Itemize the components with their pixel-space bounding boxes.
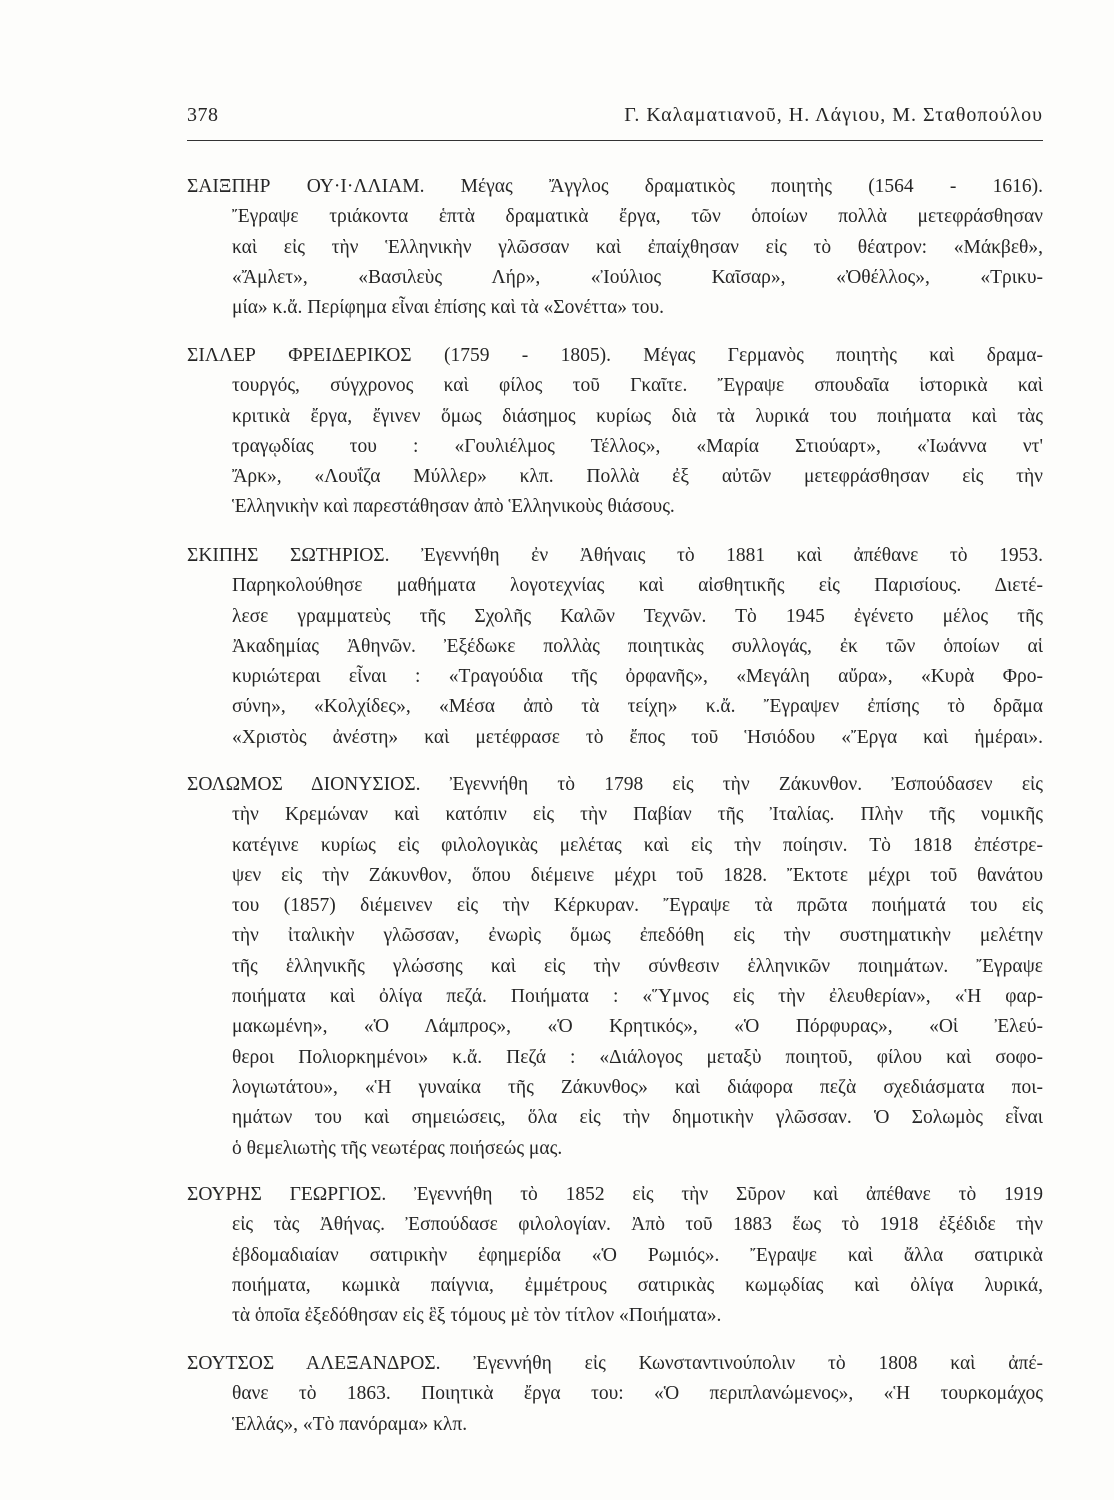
entry-line: θεροι Πολιορκημένοι» κ.ἄ. Πεζά : «Διάλογος μεταξὺ ποιητοῦ, φίλου καὶ σοφο-	[232, 1046, 1043, 1068]
entry-line: καὶ εἰς τὴν Ἑλληνικὴν γλῶσσαν καὶ ἐπαίχθησαν εἰς τὸ θέατρον: «Μάκβεθ»,	[232, 236, 1043, 258]
entry-line: ψεν εἰς τὴν Ζάκυνθον, ὅπου διέμεινε μέχρι τοῦ 1828. Ἔκτοτε μέχρι τοῦ θανάτου	[232, 864, 1043, 886]
entry-line: μία» κ.ἄ. Περίφημα εἶναι ἐπίσης καὶ τὰ «Σονέττα» του.	[232, 297, 665, 319]
entry-line: θανε τὸ 1863. Ποιητικὰ ἔργα του: «Ὁ περιπλανώμενος», «Ἡ τουρκομάχος	[232, 1383, 1043, 1405]
entry-line: τὴν Κρεμώναν καὶ κατόπιν εἰς τὴν Παβίαν τῆς Ἰταλίας. Πλὴν τῆς νομικῆς	[232, 804, 1043, 826]
entry-line: ποιήματα καὶ ὀλίγα πεζά. Ποιήματα : «Ὕμνος εἰς τὴν ἐλευθερίαν», «Ἡ φαρ-	[232, 986, 1043, 1008]
page-header	[187, 100, 1043, 141]
entry-line: ὁ θεμελιωτὴς τῆς νεωτέρας ποιήσεώς μας.	[232, 1137, 563, 1159]
entry-soutsos	[187, 1349, 1043, 1440]
entry-line: τουργός, σύγχρονος καὶ φίλος τοῦ Γκαῖτε. Ἔγραψε σπουδαῖα ἱστορικὰ καὶ	[232, 375, 1043, 397]
entry-line: τὴν ἰταλικὴν γλῶσσαν, ἐνωρὶς ὅμως ἐπεδόθη εἰς τὴν συστηματικὴν μελέτην	[232, 925, 1043, 947]
entry-line: κριτικὰ ἔργα, ἔγινεν ὅμως διάσημος κυρίως διὰ τὰ λυρικά του ποιήματα καὶ τὰς	[232, 405, 1043, 427]
entry-line: ΣΟΛΩΜΟΣ ΔΙΟΝΥΣΙΟΣ. Ἐγεννήθη τὸ 1798 εἰς τὴν Ζάκυνθον. Ἐσπούδασεν εἰς	[187, 774, 1043, 795]
entry-line: ΣΟΥΡΗΣ ΓΕΩΡΓΙΟΣ. Ἐγεννήθη τὸ 1852 εἰς τὴν Σῦρον καὶ ἀπέθανε τὸ 1919	[187, 1184, 1043, 1205]
running-head: Γ. Καλαματιανοῦ, Η. Λάγιου, Μ. Σταθοπούλου	[624, 104, 1043, 126]
entry-line: Ἑλληνικὴν καὶ παρεστάθησαν ἀπὸ Ἑλληνικοὺς θιάσους.	[232, 496, 675, 518]
entry-line: τὰ ὁποῖα ἐξεδόθησαν εἰς ἓξ τόμους μὲ τὸν τίτλον «Ποιήματα».	[232, 1305, 722, 1327]
entry-line: κατέγινε κυρίως εἰς φιλολογικὰς μελέτας καὶ εἰς τὴν ποίησιν. Τὸ 1818 ἐπέστρε-	[232, 834, 1043, 856]
entry-line: Ἀκαδημίας Ἀθηνῶν. Ἐξέδωκε πολλὰς ποιητικὰς συλλογάς, ἐκ τῶν ὁποίων αἱ	[232, 635, 1043, 657]
entry-skipis	[187, 541, 1043, 753]
entry-line: λογιωτάτου», «Ἡ γυναίκα τῆς Ζάκυνθος» καὶ διάφορα πεζὰ σχεδιάσματα ποι-	[232, 1076, 1043, 1098]
page-number: 378	[187, 104, 219, 126]
entry-line: ΣΟΥΤΣΟΣ ΑΛΕΞΑΝΔΡΟΣ. Ἐγεννήθη εἰς Κωνσταντινούπολιν τὸ 1808 καὶ ἀπέ-	[187, 1353, 1043, 1374]
entry-line: ημάτων του καὶ σημειώσεις, ὅλα εἰς τὴν δημοτικὴν γλῶσσαν. Ὁ Σολωμὸς εἶναι	[232, 1107, 1043, 1129]
entry-line: σύνη», «Κολχίδες», «Μέσα ἀπὸ τὰ τείχη» κ.ἄ. Ἔγραψεν ἐπίσης τὸ δρᾶμα	[232, 696, 1043, 718]
entry-line: «Χριστὸς ἀνέστη» καὶ μετέφρασε τὸ ἔπος τοῦ Ἡσιόδου «Ἔργα καὶ ἡμέραι».	[232, 726, 1043, 748]
entry-solomos	[187, 770, 1043, 1164]
entry-line: μακωμένη», «Ὁ Λάμπρος», «Ὁ Κρητικός», «Ὁ Πόρφυρας», «Οἱ Ἐλεύ-	[232, 1016, 1043, 1038]
entry-souris	[187, 1180, 1043, 1331]
entry-line: λεσε γραμματεὺς τῆς Σχολῆς Καλῶν Τεχνῶν. Τὸ 1945 ἐγένετο μέλος τῆς	[232, 605, 1043, 627]
entry-line: Ἔγραψε τριάκοντα ἑπτὰ δραματικὰ ἔργα, τῶν ὁποίων πολλὰ μετεφράσθησαν	[232, 206, 1043, 228]
entry-line: ποιήματα, κωμικὰ παίγνια, ἐμμέτρους σατιρικὰς κωμῳδίας καὶ ὀλίγα λυρικά,	[232, 1274, 1043, 1296]
entry-line: εἰς τὰς Ἀθήνας. Ἐσπούδασε φιλολογίαν. Ἀπὸ τοῦ 1883 ἕως τὸ 1918 ἐξέδιδε τὴν	[232, 1214, 1043, 1236]
entry-line: Ἑλλάς», «Τὸ πανόραμα» κλπ.	[232, 1413, 468, 1435]
entry-line: ΣΚΙΠΗΣ ΣΩΤΗΡΙΟΣ. Ἐγεννήθη ἐν Ἀθήναις τὸ 1881 καὶ ἀπέθανε τὸ 1953.	[187, 545, 1043, 566]
entry-line: Ἄρκ», «Λουΐζα Μύλλερ» κλπ. Πολλὰ ἐξ αὐτῶν μετεφράσθησαν εἰς τὴν	[232, 466, 1043, 488]
entry-line: κυριώτεραι εἶναι : «Τραγούδια τῆς ὀρφανῆς», «Μεγάλη αὔρα», «Κυρὰ Φρο-	[232, 666, 1043, 688]
entry-line: τῆς ἑλληνικῆς γλώσσης καὶ εἰς τὴν σύνθεσιν ἑλληνικῶν ποιημάτων. Ἔγραψε	[232, 955, 1043, 977]
entry-line: τραγῳδίας του : «Γουλιέλμος Τέλλος», «Μαρία Στιούαρτ», «Ἰωάννα ντ'	[232, 435, 1043, 457]
entry-line: ΣΑΙΞΠΗΡ ΟΥ·Ι·ΛΛΙΑΜ. Μέγας Ἄγγλος δραματικὸς ποιητὴς (1564 - 1616).	[187, 176, 1043, 197]
entry-line: του (1857) διέμεινεν εἰς τὴν Κέρκυραν. Ἔγραψε τὰ πρῶτα ποιήματά του εἰς	[232, 895, 1043, 917]
entry-line: ΣΙΛΛΕΡ ΦΡΕΙΔΕΡΙΚΟΣ (1759 - 1805). Μέγας Γερμανὸς ποιητὴς καὶ δραμα-	[187, 345, 1043, 366]
entry-shakespeare	[187, 172, 1043, 323]
entry-line: ἑβδομαδιαίαν σατιρικὴν ἐφημερίδα «Ὁ Ρωμιός». Ἔγραψε καὶ ἄλλα σατιρικὰ	[232, 1244, 1043, 1266]
entry-line: Παρηκολούθησε μαθήματα λογοτεχνίας καὶ αἰσθητικῆς εἰς Παρισίους. Διετέ-	[232, 575, 1043, 597]
entry-schiller	[187, 341, 1043, 523]
entry-line: «Ἄμλετ», «Βασιλεὺς Λήρ», «Ἰούλιος Καῖσαρ», «Ὀθέλλος», «Τρικυ-	[232, 266, 1043, 288]
